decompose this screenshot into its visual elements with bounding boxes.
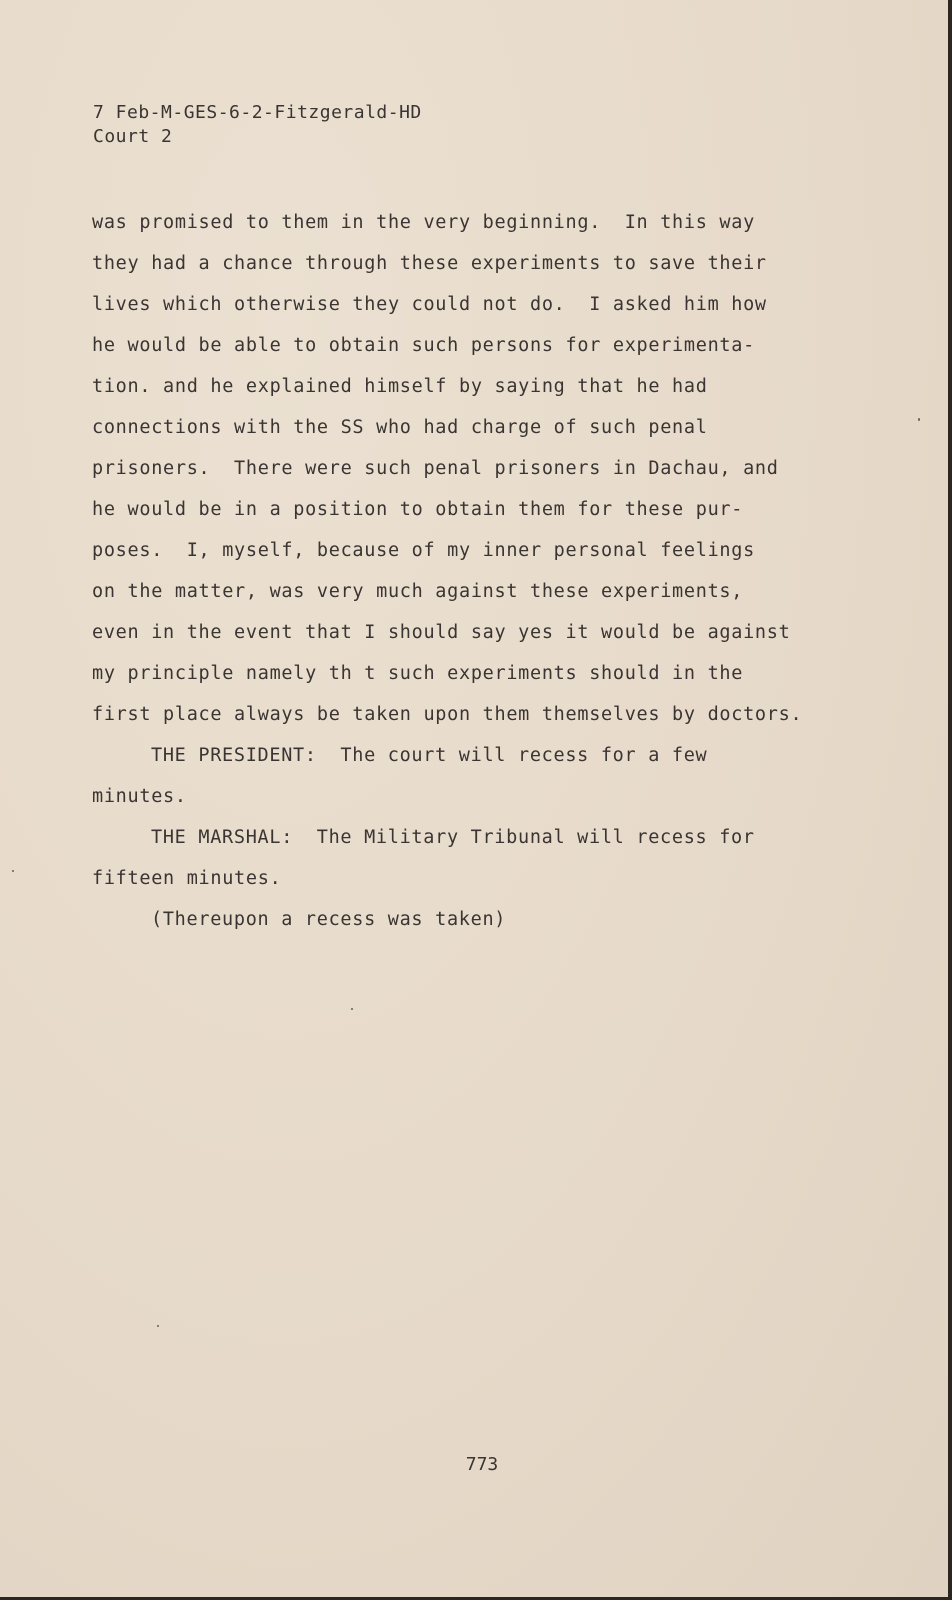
transcript-line: first place always be taken upon them themselves by doctors. — [92, 704, 803, 725]
transcript-line: even in the event that I should say yes it would be against — [92, 622, 791, 643]
paper-speck — [12, 870, 14, 872]
president-statement: THE PRESIDENT: The court will recess for a few — [151, 745, 708, 766]
transcript-line: they had a chance through these experiments to save their — [92, 253, 767, 274]
transcript-line: on the matter, was very much against these experiments, — [92, 581, 744, 602]
paper-speck — [157, 1325, 159, 1327]
transcript-line: poses. I, myself, because of my inner personal feelings — [92, 540, 755, 561]
transcript-line: prisoners. There were such penal prisoners in Dachau, and — [92, 458, 779, 479]
paper-speck — [918, 418, 920, 421]
paper-speck — [351, 1008, 353, 1010]
transcript-body — [92, 202, 832, 940]
page-number: 773 — [465, 1454, 499, 1475]
transcript-line: connections with the SS who had charge of such penal — [92, 417, 708, 438]
recess-note: (Thereupon a recess was taken) — [151, 909, 507, 930]
transcript-line: he would be in a position to obtain them for these pur- — [92, 499, 744, 520]
president-statement-continued: minutes. — [92, 786, 187, 807]
transcript-line: he would be able to obtain such persons for experimenta- — [92, 335, 755, 356]
marshal-statement-continued: fifteen minutes. — [92, 868, 282, 889]
header-court: Court 2 — [93, 126, 173, 147]
header-reference: 7 Feb-M-GES-6-2-Fitzgerald-HD — [93, 102, 422, 123]
marshal-statement: THE MARSHAL: The Military Tribunal will recess for — [151, 827, 755, 848]
transcript-line: my principle namely th t such experiments should in the — [92, 663, 744, 684]
transcript-line: lives which otherwise they could not do. I asked him how — [92, 294, 767, 315]
transcript-line: tion. and he explained himself by saying that he had — [92, 376, 708, 397]
transcript-line: was promised to them in the very beginning. In this way — [92, 212, 755, 233]
document-header — [93, 101, 422, 149]
